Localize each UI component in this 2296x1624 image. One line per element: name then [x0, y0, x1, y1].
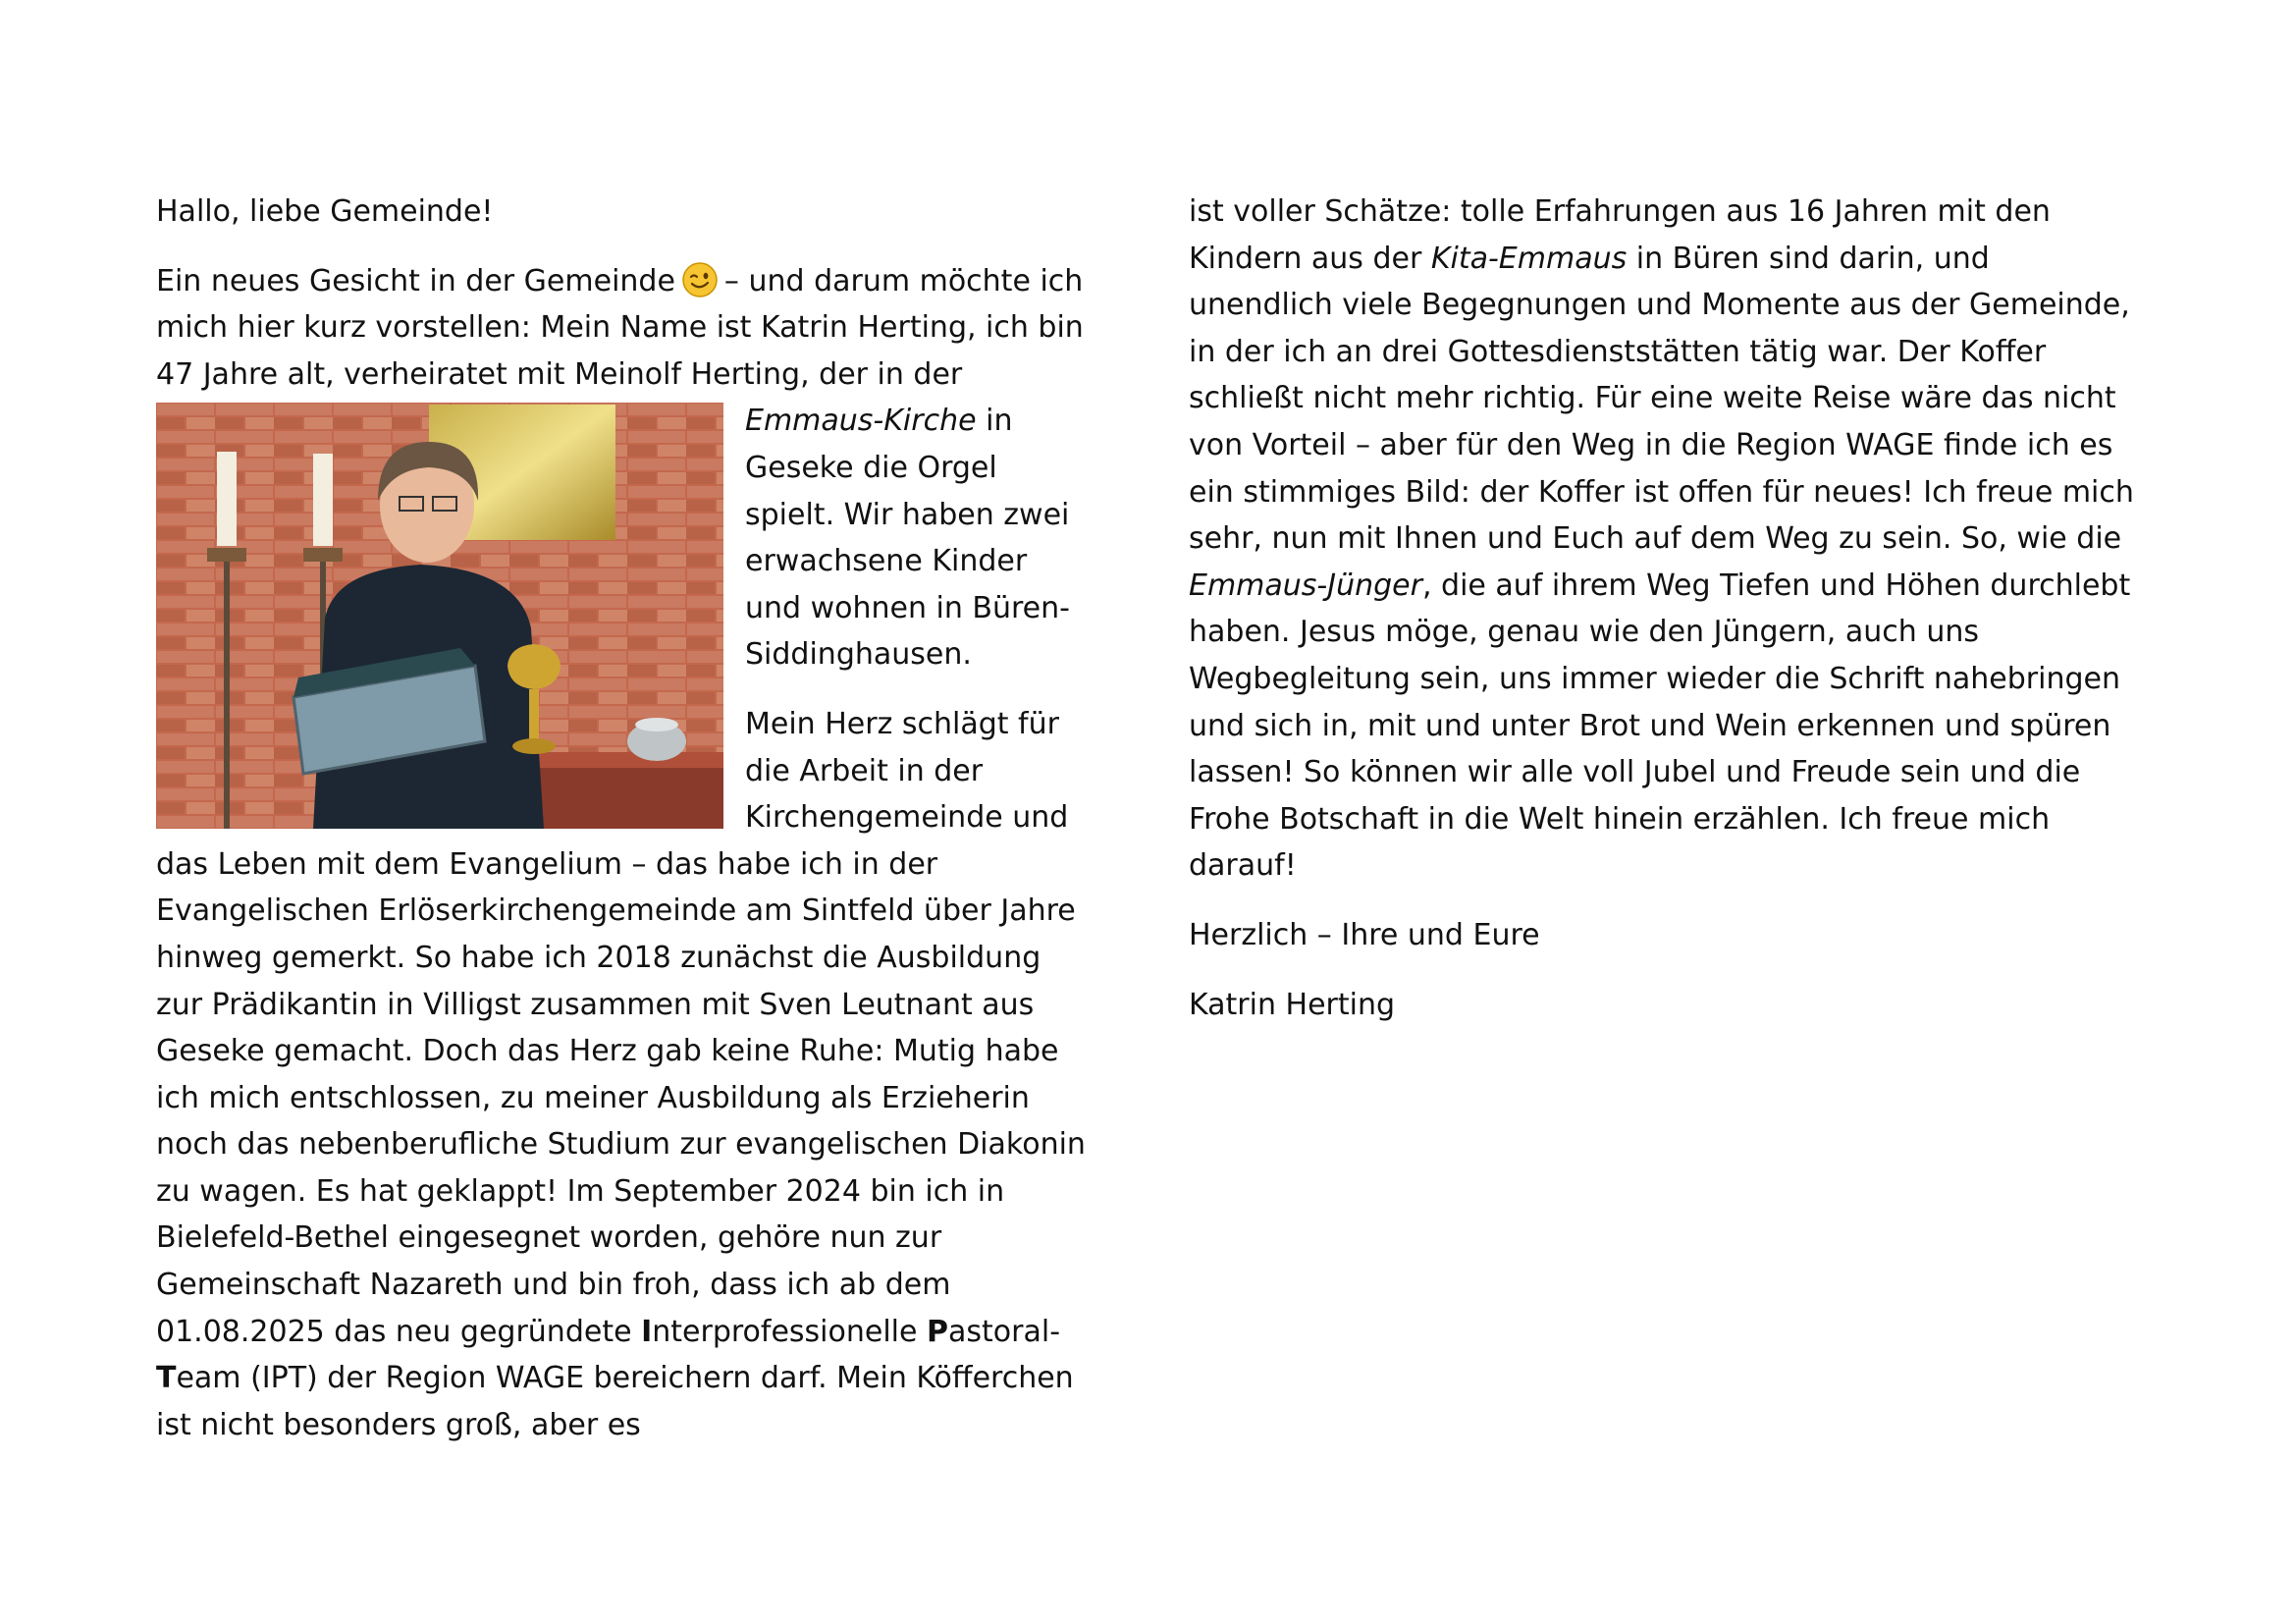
- intro-paragraph: [156, 258, 1089, 678]
- right-column: [1189, 189, 2141, 1051]
- ipt-letter-i: I: [641, 1314, 653, 1349]
- closing-line: Herzlich – Ihre und Eure: [1189, 917, 1540, 952]
- kita-emmaus-emphasis: Kita-Emmaus: [1430, 241, 1628, 276]
- ipt-letter-t: T: [156, 1361, 177, 1396]
- continuation-paragraph: [1189, 189, 2141, 890]
- intro-text-b: – und darum möchte ich mich hier kurz vorstellen: Mein Name ist Katrin Herting, ich bin 47 Jahre alt, verheiratet mit Meinolf Herting, der in der: [156, 263, 1084, 392]
- intro-emphasis: Emmaus-Kirche: [745, 404, 977, 439]
- ipt-letter-p: P: [927, 1314, 949, 1349]
- continuation-text-b: in Büren sind darin, und unendlich viele Begegnungen und Momente aus der Gemeinde, in der ich an drei Gottesdienststätten tätig war. Der Koffer schließt nicht mehr richtig. Für eine weite Reise wäre das nicht von Vorteil – aber für den Weg in die Region WAGE finde ich es ein stimmiges Bild: der Koffer ist offen für neues! Ich freue mich sehr, nun mit Ihnen und Euch auf dem Weg zu sein. So, wie die: [1189, 241, 2134, 557]
- continuation-text-c: , die auf ihrem Weg Tiefen und Höhen durchlebt haben. Jesus möge, genau wie den Jüngern, auch uns Wegbegleitung sein, uns immer wieder die Schrift nahebringen und sich in, mit und unter Brot und Wein erkennen und spüren lassen! So können wir alle voll Jubel und Freude sein und die Frohe Botschaft in die Welt hinein erzählen. Ich freue mich darauf!: [1189, 568, 2131, 884]
- ipt-word-1: nterprofessionelle: [652, 1314, 928, 1349]
- emmaus-juenger-emphasis: Emmaus-Jünger: [1189, 568, 1422, 603]
- ipt-word-2: astoral-: [948, 1314, 1061, 1349]
- signature: Katrin Herting: [1189, 987, 1396, 1022]
- portrait-photo: [156, 403, 723, 829]
- intro-text-a: Ein neues Gesicht in der Gemeinde: [156, 263, 675, 298]
- left-column: [156, 189, 1089, 1471]
- greeting: Hallo, liebe Gemeinde!: [156, 194, 494, 229]
- winking-face-icon: [681, 261, 719, 298]
- ipt-word-3: eam (IPT) der Region WAGE bereichern darf. Mein Köfferchen ist nicht besonders groß, aber es: [156, 1361, 1074, 1442]
- heart-text: Mein Herz schlägt für die Arbeit in der Kirchengemeinde und das Leben mit dem Evangelium – das habe ich in der Evangelischen Erlöserkirchengemeinde am Sintfeld über Jahre hinweg gemerkt. So habe ich 2018 zunächst die Ausbildung zur Prädikantin in Villigst zusammen mit Sven Leutnant aus Geseke gemacht. Doch das Herz gab keine Ruhe: Mutig habe ich mich entschlossen, zu meiner Ausbildung als Erzieherin noch das nebenberufliche Studium zur evangelischen Diakonin zu wagen. Es hat geklappt! Im September 2024 bin ich in Bielefeld-Bethel eingesegnet worden, gehöre nun zur Gemeinschaft Nazareth und bin froh, dass ich ab dem 01.08.2025 das neu gegründete: [156, 706, 1086, 1349]
- continuation-text-a: ist voller Schätze: tolle Erfahrungen aus 16 Jahren mit den Kindern aus der: [1189, 194, 2051, 276]
- intro-text-c: in Geseke die Orgel spielt. Wir haben zwei erwachsene Kinder und wohnen in Büren-Siddinghausen.: [745, 404, 1070, 673]
